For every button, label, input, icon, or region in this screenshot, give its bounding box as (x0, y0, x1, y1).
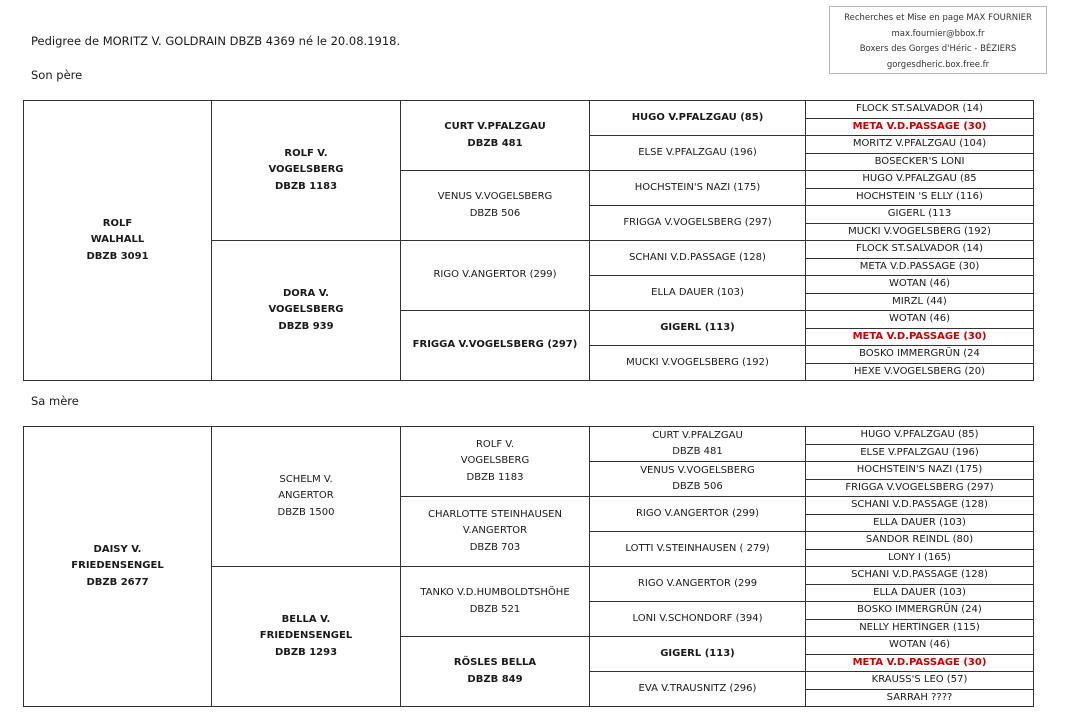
g4-line: VENUS V.VOGELSBERG (640, 464, 755, 476)
g4-cell: HUGO V.PFALZGAU (85) (590, 101, 806, 136)
g2-line: VOGELSBERG (268, 164, 344, 176)
g4-cell (590, 427, 806, 462)
dam-pedigree-table (23, 426, 1034, 707)
g3-cell (401, 427, 590, 497)
g4-cell: LONI V.SCHONDORF (394) (590, 602, 806, 637)
g1-cell (24, 101, 212, 381)
g3-line: DBZB 506 (469, 207, 521, 219)
g4-cell: ELLA DAUER (103) (590, 276, 806, 311)
g3-cell (401, 101, 590, 171)
g2-line: DBZB 1183 (274, 180, 338, 192)
g3-line: DBZB 481 (467, 137, 523, 149)
g4-cell: ELSE V.PFALZGAU (196) (590, 136, 806, 171)
g5-cell: FLOCK ST.SALVADOR (14) (806, 101, 1034, 119)
g5-cell: LONY I (165) (806, 549, 1034, 567)
g4-line: DBZB 481 (672, 446, 723, 457)
g3-cell (401, 241, 590, 311)
g3-line: RIGO V.ANGERTOR (299) (433, 269, 557, 281)
g2-line: DBZB 939 (278, 320, 334, 332)
g5-cell: KRAUSS'S LEO (57) (806, 672, 1034, 690)
g5-cell: ELLA DAUER (103) (806, 584, 1034, 602)
g5-cell: META V.D.PASSAGE (30) (806, 258, 1034, 276)
g1-line: FRIEDENSENGEL (71, 560, 164, 572)
g2-cell (212, 427, 401, 567)
g4-cell: GIGERL (113) (590, 311, 806, 346)
g3-line: DBZB 703 (469, 541, 521, 553)
g2-cell (212, 101, 401, 241)
g5-cell: MORITZ V.PFALZGAU (104) (806, 136, 1034, 154)
g5-cell: BOSKO IMMERGRÜN (24) (806, 602, 1034, 620)
g5-cell: HEXE V.VOGELSBERG (20) (806, 363, 1034, 381)
g4-cell: EVA V.TRAUSNITZ (296) (590, 672, 806, 707)
g5-cell: SCHANI V.D.PASSAGE (128) (806, 497, 1034, 515)
g2-line: FRIEDENSENGEL (259, 630, 353, 642)
g2-line: ROLF V. (284, 147, 328, 159)
sire-section-label: Son père (31, 68, 83, 82)
g3-line: VENUS V.VOGELSBERG (437, 191, 553, 202)
g5-cell: HOCHSTEIN 'S ELLY (116) (806, 188, 1034, 206)
g2-line: SCHELM V. (279, 473, 333, 485)
g3-cell (401, 311, 590, 381)
g3-cell (401, 567, 590, 637)
g2-line: ANGERTOR (278, 490, 334, 502)
g5-cell: GIGERL (113 (806, 206, 1034, 224)
g2-line: DBZB 1293 (274, 646, 338, 658)
g1-cell (24, 427, 212, 707)
g1-line: WALHALL (90, 234, 145, 246)
g5-cell: MUCKI V.VOGELSBERG (192) (806, 223, 1034, 241)
g4-line: DBZB 506 (672, 481, 723, 492)
sire-pedigree-table (23, 100, 1034, 381)
g2-line: BELLA V. (281, 613, 331, 625)
g4-cell: FRIGGA V.VOGELSBERG (297) (590, 206, 806, 241)
g4-cell: GIGERL (113) (590, 637, 806, 672)
g3-cell (401, 497, 590, 567)
g4-cell: RIGO V.ANGERTOR (299) (590, 497, 806, 532)
g2-line: DORA V. (283, 287, 329, 299)
credit-line: Boxers des Gorges d'Héric - BÉZIERS (859, 44, 1017, 54)
credit-box (829, 6, 1047, 74)
g3-line: FRIGGA V.VOGELSBERG (297) (412, 339, 578, 351)
g5-cell: WOTAN (46) (806, 637, 1034, 655)
g3-line: DBZB 1183 (466, 471, 524, 483)
g3-line: ROLF V. (475, 438, 515, 450)
g4-cell: LOTTI V.STEINHAUSEN ( 279) (590, 532, 806, 567)
g5-cell: WOTAN (46) (806, 276, 1034, 294)
g3-line: V.ANGERTOR (462, 525, 528, 537)
g3-line: VOGELSBERG (460, 455, 530, 467)
g1-line: ROLF (102, 217, 133, 229)
g4-cell (590, 462, 806, 497)
g4-cell: MUCKI V.VOGELSBERG (192) (590, 346, 806, 381)
g5-cell: FRIGGA V.VOGELSBERG (297) (806, 479, 1034, 497)
g5-cell-highlight: META V.D.PASSAGE (30) (806, 328, 1034, 346)
credit-website[interactable]: gorgesdheric.box.free.fr (886, 59, 990, 70)
g4-cell: RIGO V.ANGERTOR (299 (590, 567, 806, 602)
g5-cell: MIRZL (44) (806, 293, 1034, 311)
g3-line: RÖSLES BELLA (453, 657, 537, 668)
g5-cell: BOSECKER'S LONI (806, 153, 1034, 171)
g3-line: CURT V.PFALZGAU (444, 121, 546, 132)
g5-cell: SCHANI V.D.PASSAGE (128) (806, 567, 1034, 585)
g4-cell: SCHANI V.D.PASSAGE (128) (590, 241, 806, 276)
credit-email[interactable]: max.fournier@bbox.fr (891, 28, 985, 39)
g5-cell: FLOCK ST.SALVADOR (14) (806, 241, 1034, 259)
g5-cell: SANDOR REINDL (80) (806, 532, 1034, 550)
g5-cell: ELSE V.PFALZGAU (196) (806, 444, 1034, 462)
page-title: Pedigree de MORITZ V. GOLDRAIN DBZB 4369 né le 20.08.1918. (31, 34, 401, 48)
g1-line: DAISY V. (93, 543, 142, 555)
g4-line: CURT V.PFALZGAU (652, 429, 743, 441)
g2-cell (212, 567, 401, 707)
g5-cell: HOCHSTEIN'S NAZI (175) (806, 462, 1034, 480)
g5-cell: HUGO V.PFALZGAU (85 (806, 171, 1034, 189)
credit-line: Recherches et Mise en page MAX FOURNIER (844, 13, 1032, 23)
g3-line: CHARLOTTE STEINHAUSEN (428, 508, 562, 520)
g5-cell-highlight: META V.D.PASSAGE (30) (806, 654, 1034, 672)
g5-cell: SARRAH ???? (806, 689, 1034, 707)
dam-section-label: Sa mère (31, 394, 79, 408)
g5-cell: BOSKO IMMERGRÜN (24 (806, 346, 1034, 364)
g3-line: TANKO V.D.HUMBOLDTSHÖHE (420, 587, 570, 598)
g1-line: DBZB 3091 (86, 250, 149, 262)
g5-cell: NELLY HERTINGER (115) (806, 619, 1034, 637)
g2-line: VOGELSBERG (268, 304, 344, 316)
g1-line: DBZB 2677 (86, 576, 149, 588)
g3-cell (401, 171, 590, 241)
g2-line: DBZB 1500 (277, 506, 335, 518)
g5-cell-highlight: META V.D.PASSAGE (30) (806, 118, 1034, 136)
g3-line: DBZB 521 (469, 603, 521, 615)
g5-cell: WOTAN (46) (806, 311, 1034, 329)
g2-cell (212, 241, 401, 381)
g4-cell: HOCHSTEIN'S NAZI (175) (590, 171, 806, 206)
g3-line: DBZB 849 (467, 673, 523, 685)
g5-cell: HUGO V.PFALZGAU (85) (806, 427, 1034, 445)
g3-cell (401, 637, 590, 707)
g5-cell: ELLA DAUER (103) (806, 514, 1034, 532)
